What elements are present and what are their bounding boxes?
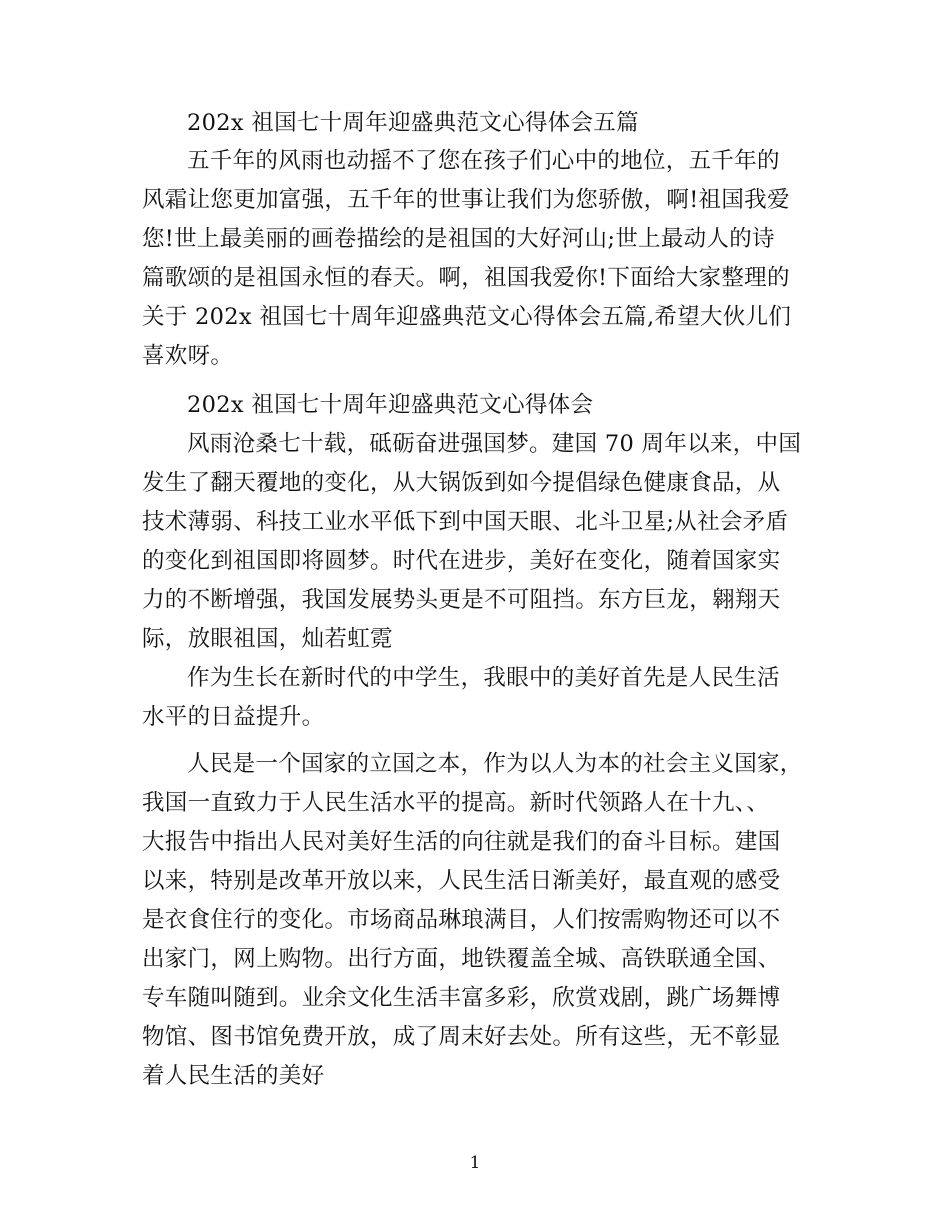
paragraph-line: 篇歌颂的是祖国永恒的春天。啊，祖国我爱你!下面给大家整理的	[142, 265, 790, 291]
paragraph-line: 专车随叫随到。业余文化生活丰富多彩，欣赏戏剧，跳广场舞博	[142, 985, 781, 1011]
paragraph-line: 喜欢呀。	[142, 343, 234, 369]
paragraph-line: 我国一直致力于人民生活水平的提高。新时代领路人在十九、、	[142, 790, 770, 816]
paragraph-line: 大报告中指出人民对美好生活的向往就是我们的奋斗目标。建国	[142, 829, 781, 855]
paragraph-line: 作为生长在新时代的中学生，我眼中的美好首先是人民生活	[187, 665, 780, 691]
paragraph-line: 是衣食住行的变化。市场商品琳琅满目，人们按需购物还可以不	[142, 907, 781, 933]
paragraph-line: 风霜让您更加富强，五千年的世事让我们为您骄傲，啊!祖国我爱	[142, 187, 790, 213]
paragraph-line: 的变化到祖国即将圆梦。时代在进步，美好在变化，随着国家实	[142, 548, 781, 574]
paragraph-line: 风雨沧桑七十载，砥砺奋进强国梦。建国 70 周年以来，中国	[187, 431, 802, 457]
document-title: 202x 祖国七十周年迎盛典范文心得体会五篇	[187, 110, 639, 136]
paragraph-line: 您!世上最美丽的画卷描绘的是祖国的大好河山;世上最动人的诗	[142, 226, 775, 252]
paragraph-line: 力的不断增强，我国发展势头更是不可阻挡。东方巨龙，翱翔天	[142, 587, 781, 613]
paragraph-line: 出家门，网上购物。出行方面，地铁覆盖全城、高铁联通全国、	[142, 946, 781, 972]
paragraph-line: 发生了翻天覆地的变化，从大锅饭到如今提倡绿色健康食品，从	[142, 470, 781, 496]
paragraph-line: 物馆、图书馆免费开放，成了周末好去处。所有这些，无不彰显	[142, 1024, 781, 1050]
paragraph-line: 以来，特别是改革开放以来，人民生活日渐美好，最直观的感受	[142, 868, 781, 894]
paragraph-line: 技术薄弱、科技工业水平低下到中国天眼、北斗卫星;从社会矛盾	[142, 509, 789, 535]
paragraph-line: 五千年的风雨也动摇不了您在孩子们心中的地位，五千年的	[187, 148, 780, 174]
section-heading: 202x 祖国七十周年迎盛典范文心得体会	[187, 392, 594, 418]
paragraph-line: 关于 202x 祖国七十周年迎盛典范文心得体会五篇,希望大伙儿们	[142, 304, 792, 330]
paragraph-line: 人民是一个国家的立国之本，作为以人为本的社会主义国家，	[187, 751, 803, 777]
paragraph-line: 际，放眼祖国，灿若虹霓	[142, 626, 393, 652]
paragraph-line: 着人民生活的美好	[142, 1063, 325, 1089]
page-number: 1	[469, 1153, 481, 1173]
paragraph-line: 水平的日益提升。	[142, 704, 325, 730]
